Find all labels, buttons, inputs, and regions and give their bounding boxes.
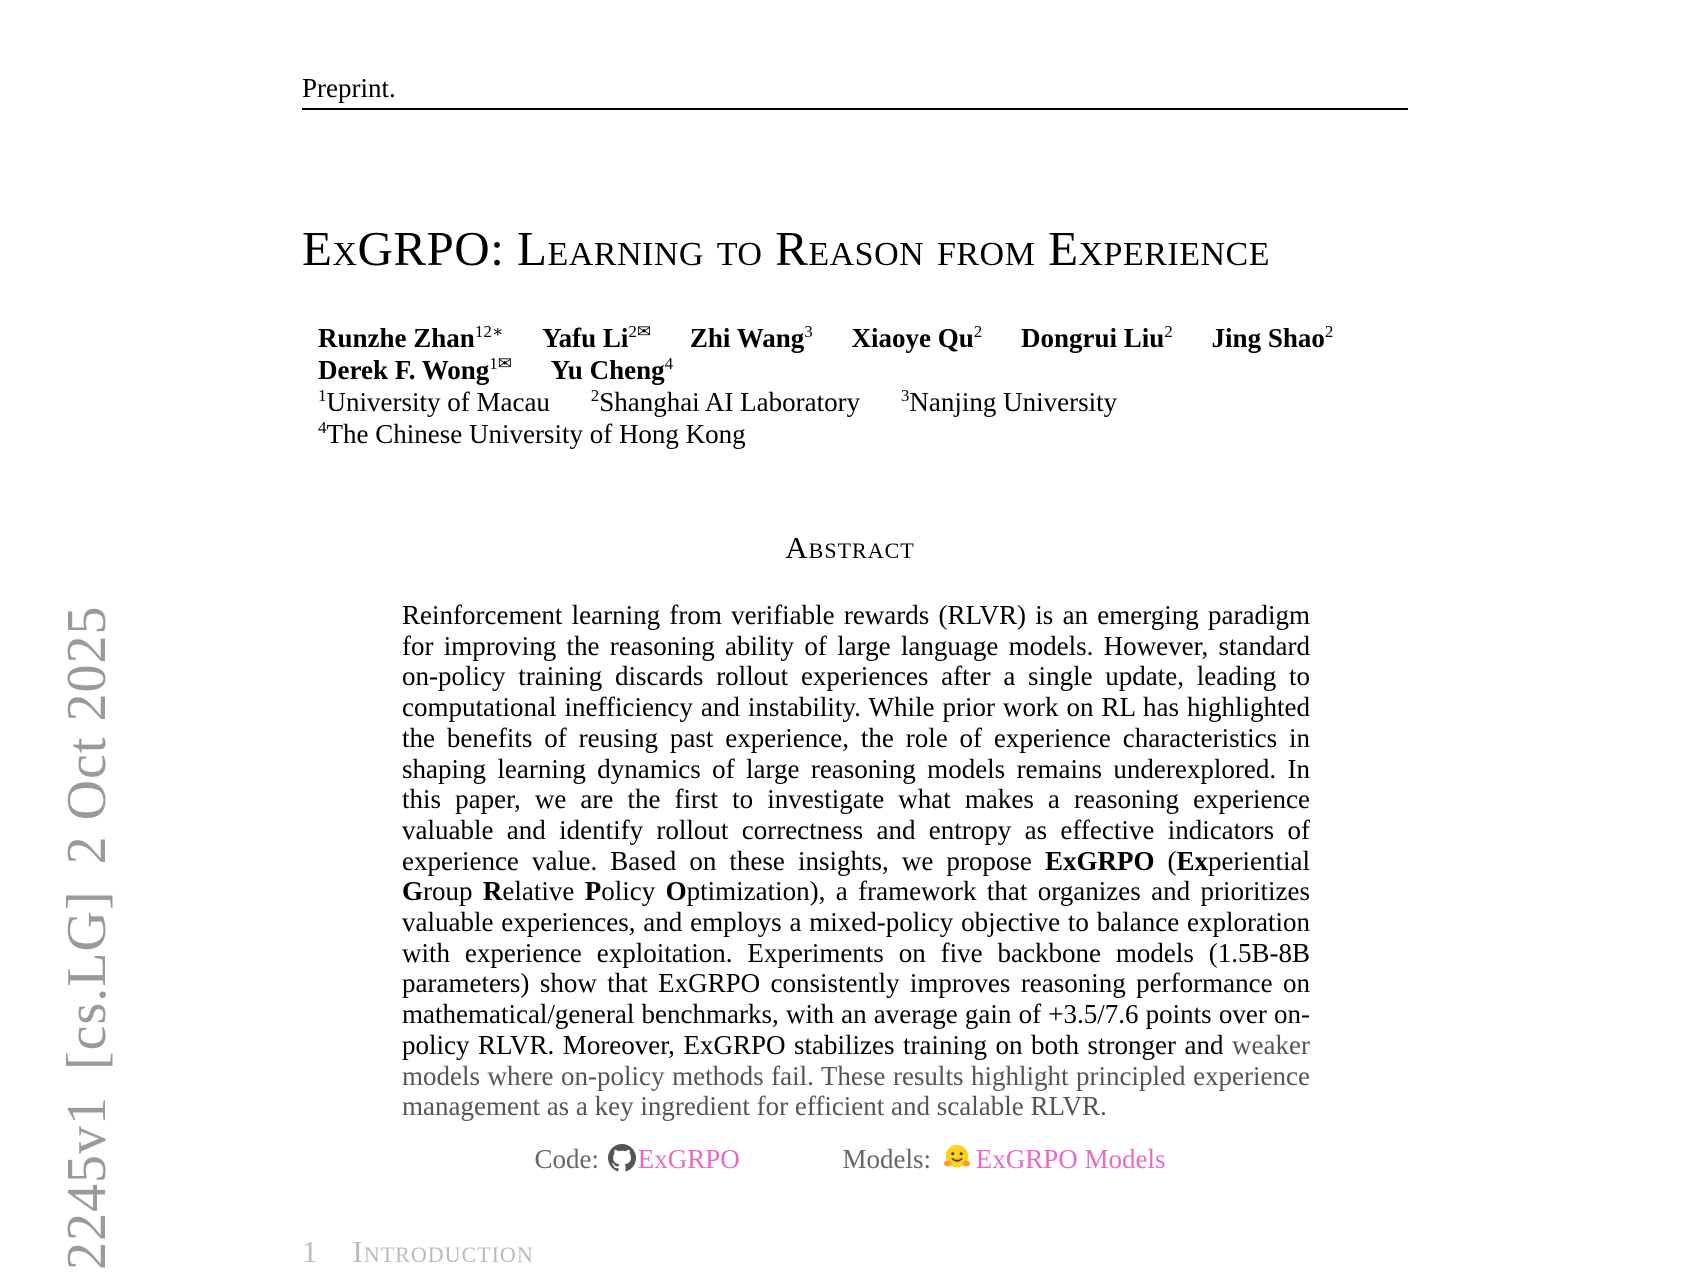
models-link-group: Models: ExGRPO Models	[842, 1144, 1166, 1174]
author: Runzhe Zhan$^{12∗}$	[318, 322, 504, 353]
author-block	[318, 322, 1408, 450]
affiliation: $^1$University of Macau	[318, 386, 550, 417]
paper-title: ExGRPO: Learning to Reason from Experience	[302, 221, 1271, 276]
arxiv-id: 2245v1	[56, 1096, 118, 1270]
abstract-body: Reinforcement learning from verifiable rewards (RLVR) is an emerging paradigm for improving the reasoning ability of large language models. However, standard on-policy training discards rollout experiences after a single update, leading to computational inefficiency and instability. While prior work on RL has highlighted the benefits of reusing past experience, the role of experience characteristics in shaping learning dynamics of large reasoning models remains underexplored. In this paper, we are the first to investigate what makes a reasoning experience valuable and identify rollout correctness and entropy as effective indicators of experience value. Based on these insights, we propose ExGRPO (Experiential Group Relative Policy Optimization), a framework that organizes and prioritizes valuable experiences, and employs a mixed-policy objective to balance exploration with experience exploitation. Experiments on five backbone models (1.5B-8B parameters) show that ExGRPO consistently improves reasoning performance on mathematical/general benchmarks, with an average gain of +3.5/7.6 points over on-policy RLVR. Moreover, ExGRPO stabilizes training on both stronger and weaker models where on-policy methods fail. These results highlight principled experience management as a key ingredient for efficient and scalable RLVR.	[402, 600, 1310, 1122]
affiliation-row	[318, 418, 1408, 450]
affiliation: $^3$Nanjing University	[900, 386, 1118, 417]
arxiv-category: [cs.LG]	[56, 890, 118, 1070]
code-link-group: Code: ExGRPO	[534, 1144, 740, 1174]
code-link[interactable]: ExGRPO	[637, 1144, 740, 1174]
author-row	[318, 354, 1408, 386]
method-name: ExGRPO	[1044, 845, 1155, 876]
section-number: 1	[302, 1234, 319, 1269]
affiliation-row	[318, 386, 1408, 418]
author: Zhi Wang$^3$	[689, 322, 813, 353]
resource-links	[0, 1142, 1700, 1175]
arxiv-stamp	[55, 606, 119, 1270]
author: Xiaoye Qu$^2$	[851, 322, 983, 353]
author: Yu Cheng$^4$	[550, 354, 674, 385]
huggingface-icon	[942, 1142, 972, 1172]
arxiv-date: 2 Oct 2025	[56, 605, 118, 865]
author: Jing Shao$^2$	[1211, 322, 1334, 353]
abstract-heading: Abstract	[785, 530, 915, 565]
affiliation: $^2$Shanghai AI Laboratory	[590, 386, 861, 417]
author: Yafu $Li^{2✉}$	[542, 322, 652, 353]
affiliation: $^4$The Chinese University of Hong Kong	[318, 418, 746, 449]
header-rule	[302, 108, 1408, 110]
section-heading	[302, 1234, 534, 1270]
author: Derek F. Wong$^{1✉}$	[318, 354, 513, 385]
author: Dongrui Liu$^2$	[1021, 322, 1173, 353]
running-header: Preprint.	[302, 73, 396, 103]
section-title: Introduction	[352, 1234, 534, 1269]
author-row	[318, 322, 1408, 354]
models-link[interactable]: ExGRPO Models	[975, 1144, 1166, 1174]
github-icon	[608, 1144, 636, 1172]
